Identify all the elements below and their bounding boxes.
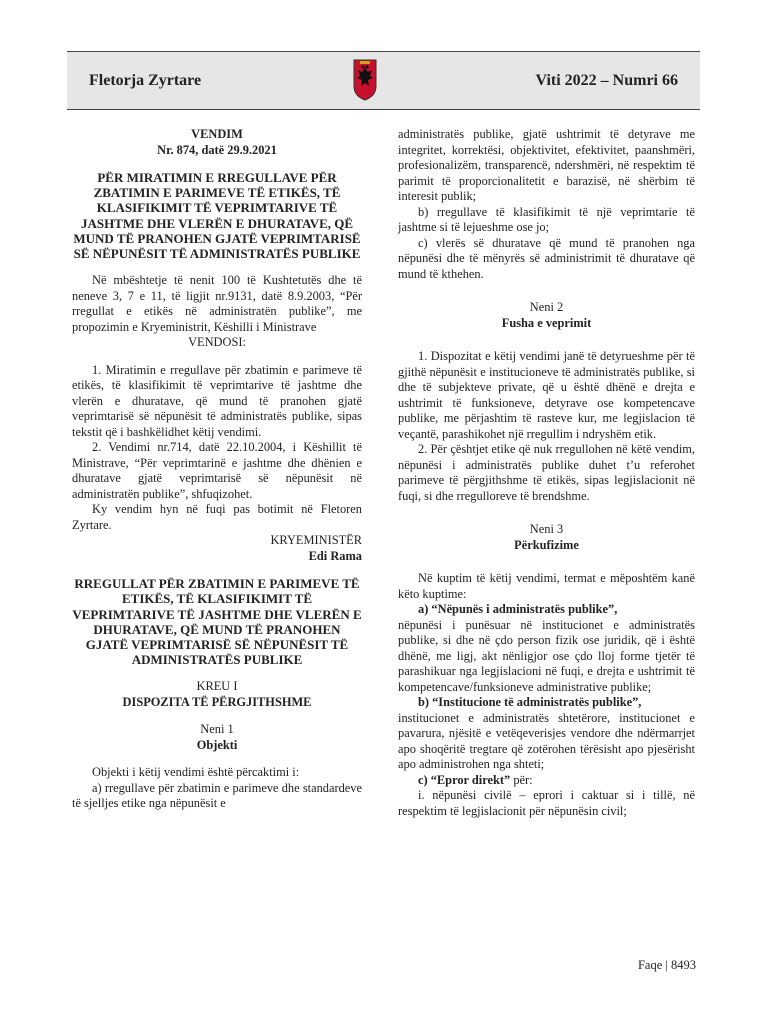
doc-type: VENDIM	[191, 127, 243, 141]
albania-emblem-icon	[352, 58, 378, 102]
definition-c-item-i: i. nëpunësi civilë – eprori i caktuar si i tillë, në respektim të legjislacionit për nëpunësin civil;	[398, 788, 695, 818]
page-header	[67, 51, 700, 110]
issue-number: Viti 2022 – Numri 66	[535, 72, 678, 89]
article-1-number: Neni 1	[200, 722, 234, 737]
article-2-paragraph-2: 2. Për çështjet etike që nuk rregullohen në këtë vendim, nëpunësi i administratës publike duhet t’u referohet parimeve të përgjithshme të etikës, sipas legjislacionit në fuqi, si dhe rregulloreve të brendshme.	[398, 442, 695, 503]
chapter-title: DISPOZITA TË PËRGJITHSHME	[122, 694, 312, 709]
article-3-intro: Në kuptim të këtij vendimi, termat e mëposhtëm kanë këto kuptime:	[398, 571, 695, 601]
doc-number: Nr. 874, datë 29.9.2021	[157, 142, 277, 157]
page-number: Faqe | 8493	[637, 958, 696, 972]
definition-c-term: c) “Epror direkt”	[418, 772, 511, 787]
article-1-item-a-continued: administratës publike, gjatë ushtrimit të detyrave me integritet, korrektësi, objektivitet, efektivitet, paanshmëri, profesionalizëm, transparencë, ndershmëri, në respektim të parimit të proporcionalitetit e barazisë, në shërbim të interesit publik;	[398, 127, 695, 203]
signer-name: Edi Rama	[308, 548, 362, 563]
definition-a-text: nëpunësi i punësuar në institucionet e administratës publike, si dhe në çdo person fizik ose juridik, që i është dhënë, me ligj, akt nënligjor ose çdo lloj forme tjetër të parashikuar nga legjislacioni në fuqi, e drejta e ushtrimit të kompetencave/funksioneve administrative publike;	[398, 617, 695, 694]
article-2-number: Neni 2	[529, 300, 564, 314]
article-1-intro: Objekti i këtij vendimi është përcaktimi i:	[92, 765, 300, 780]
decision-title: PËR MIRATIMIN E RREGULLAVE PËR ZBATIMIN E PARIMEVE TË ETIKËS, TË KLASIFIKIMIT TË VEPRIMTARIVE TË JASHTME DHE VLERËN E DHURATAVE, QË MUND TË PRANOHEN GJATË VEPRIMTARISË SË NËPUNËSIT TË ADMINISTRATËS PUBLIKE	[73, 170, 361, 262]
article-3-number: Neni 3	[529, 522, 564, 536]
article-2-paragraph-1: 1. Dispozitat e këtij vendimi janë të detyrueshme për të gjithë nëpunësit e institucioneve të administratës publike, si dhe të subjekteve private, që u është dhënë e drejta e ushtrimit të funksioneve, detyrave ose kompetencave publike, me përjashtim të rasteve kur, me legjislacion të veçantë, parashikohet një rregullim i ndryshëm etik.	[398, 349, 695, 441]
decision-point-2: 2. Vendimi nr.714, datë 22.10.2004, i Këshillit të Ministrave, “Për veprimtarinë e jashtme dhe dhënien e dhuratave gjatë veprimtarisë së nëpunësit në administratën publike”, shfuqizohet.	[72, 440, 362, 501]
article-1-title: Objekti	[196, 737, 238, 752]
publication-name: Fletorja Zyrtare	[89, 72, 202, 89]
decides-label: VENDOSI:	[188, 335, 246, 350]
definition-b-term: b) “Institucione të administratës publike”,	[418, 695, 642, 709]
signer-role: KRYEMINISTËR	[270, 533, 362, 548]
entry-into-force: Ky vendim hyn në fuqi pas botimit në Fletoren Zyrtare.	[72, 502, 362, 532]
article-3-title: Përkufizime	[514, 537, 579, 552]
decision-point-1: 1. Miratimin e rregullave për zbatimin e parimeve të etikës, të klasifikimit të veprimtarive të jashtme dhe vlerën e dhuratave, që mund të pranohen gjatë veprimtarisë së nëpunësit të administratës publike, sipas tekstit që i bashkëlidhet këtij vendimi.	[72, 362, 362, 439]
chapter-number: KREU I	[196, 679, 238, 694]
definition-b-text: institucionet e administratës shtetërore, institucionet e pavarura, njësitë e vetëqeverisjes vendore dhe ndërmarrjet apo shoqëritë tregtare që zotërohen tërësisht apo pjesërisht apo administrohen nga shteti;	[398, 710, 695, 771]
right-column	[398, 127, 695, 819]
definition-c-after: për:	[510, 772, 533, 787]
definition-a-term: a) “Nëpunës i administratës publike”,	[418, 602, 618, 616]
article-1-item-c: c) vlerës së dhuratave që mund të pranohen nga nëpunësi dhe të mënyrës së administrimit të dhuratave që mund të kthehen.	[398, 235, 695, 281]
left-column	[72, 127, 362, 812]
rules-title: RREGULLAT PËR ZBATIMIN E PARIMEVE TË ETIKËS, TË KLASIFIKIMIT TË VEPRIMTARIVE TË JASHTME DHE VLERËN E DHURATAVE, QË MUND TË PRANOHEN GJATË VEPRIMTARISË SË NËPUNËSIT TË ADMINISTRATËS PUBLIKE	[72, 576, 362, 668]
preamble: Në mbështetje të nenit 100 të Kushtetutës dhe të neneve 3, 7 e 11, të ligjit nr.9131, datë 8.9.2003, “Për rregullat e etikës në administratën publike”, me propozimin e Kryeministrit, Këshilli i Ministrave	[72, 273, 362, 334]
article-1-item-a: a) rregullave për zbatimin e parimeve dhe standardeve të sjelljes etike nga nëpunësit e	[72, 780, 362, 811]
article-1-item-b: b) rregullave të klasifikimit të një veprimtarie të jashtme si të lejueshme ose jo;	[398, 204, 695, 234]
article-2-title: Fusha e veprimit	[501, 315, 592, 330]
